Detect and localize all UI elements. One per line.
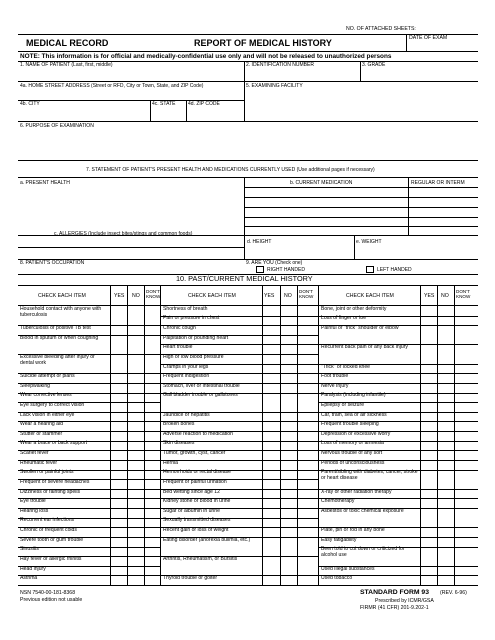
history-item: Frequent indigestion [163,373,210,380]
present-health-label: a. PRESENT HEALTH [20,180,70,186]
history-item: Used tobacco [321,575,353,582]
history-item: Hernia [163,459,179,466]
examining-facility-label: 5. EXAMINING FACILITY [246,83,303,89]
history-item: Eye trouble [20,498,46,505]
history-item: Foot trouble [321,373,349,380]
prescribed-by-label: Prescribed by ICMR/GSA [375,598,434,604]
history-item: Pain or pressure in chest [163,315,220,322]
history-item: Eye surgery to correct vision [20,402,85,408]
history-item: Nervous trouble of any sort [321,450,383,457]
current-medication-label: b. CURRENT MEDICATION [290,180,353,186]
report-title: REPORT OF MEDICAL HISTORY [194,38,332,48]
history-item: Blood in sputum or when coughing [20,334,99,341]
grade-label: 3. GRADE [362,62,386,68]
history-item: Tumor, growth, cyst, cancer [163,450,226,457]
history-item: Hay fever or allergic rhinitis [20,555,82,562]
history-item: Asthma [20,575,38,582]
history-item: Loss of memory or amnesia [321,440,384,447]
col2-dk-header: DON'T KNOW [299,289,314,300]
medical-record-label: MEDICAL RECORD [26,38,109,48]
history-item: Household contact with anyone with tuberculosis [20,305,102,318]
history-item: Heart trouble [163,344,193,351]
history-item: Frequent or painful urination [163,478,227,485]
history-item: Used illegal substances [321,565,375,572]
history-item: Broken bones [163,421,195,428]
nsn-label: NSN 7540-00-181-8368 [20,590,76,596]
state-label: 4c. STATE [152,101,176,107]
history-item: Dizziness or fainting spells [20,488,81,495]
history-item: Bed wetting since age 12 [163,488,220,495]
height-label: d. HEIGHT [247,239,272,245]
history-item: Wear a brace or back support [20,440,88,447]
confidential-note: NOTE: This information is for official and medically-confidential use only and will not be released to unauthorized persons [20,53,392,60]
history-item: Sinusitis [20,546,39,553]
revision-label: (REV. 6-96) [440,590,467,596]
history-item: Sleepwalking [20,382,51,389]
history-item: Stomach, liver or intestinal trouble [163,382,240,389]
history-item: Chronic cough [163,325,196,332]
allergies-label: c. ALLERGIES (Include insect bites/stings and common foods) [54,231,193,237]
history-item: Kidney stone or blood in urine [163,498,231,505]
history-item: Sugar or albumin in urine [163,507,220,514]
history-item: Scarlet fever [20,450,49,457]
col3-yes-header: YES [424,293,435,299]
history-item: Arthritis, Rheumatism, or Bursitis [163,555,238,562]
history-item: Nerve Injury [321,382,349,389]
col1-no-header: NO [132,293,140,299]
history-item: Parent/sibling with diabetes, cancer, stroke or heart disease [321,469,418,482]
history-item: Stutter or stammer [20,430,63,437]
col1-dk-header: DON'T KNOW [146,289,161,300]
history-item: Jaundice or hepatitis [163,411,210,418]
date-of-exam-label: DATE OF EXAM [409,35,448,41]
previous-edition-label: Previous edition not usable [20,597,83,603]
city-label: 4b. CITY [20,101,40,107]
standard-form-label: STANDARD FORM 93 [360,589,429,596]
attached-sheets-label: NO. OF ATTACHED SHEETS: [346,26,416,32]
home-address-label: 4a. HOME STREET ADDRESS (Street or RFD, City or Town, State, and ZIP Code) [20,83,204,89]
history-item: Cramps in your legs [163,363,209,370]
history-item: Paralysis (including infantile) [321,392,386,399]
occupation-label: 8. PATIENT'S OCCUPATION [20,260,85,266]
col3-dk-header: DON'T KNOW [456,289,471,300]
history-item: Frequent or severe headaches [20,478,90,485]
history-item: Thyroid trouble or goiter [163,575,218,582]
history-item: Hemorrhoids or rectal disease [163,469,231,476]
history-item: Depression or excessive worry [321,430,391,437]
history-item: Bone, joint or other deformity [321,305,387,312]
right-handed-label: RIGHT HANDED [267,267,305,273]
col2-yes-header: YES [264,293,275,299]
history-item: Rheumatic fever [20,459,58,466]
history-item: Tuberculosis or positive TB test [20,325,91,332]
col1-yes-header: YES [114,293,125,299]
history-item: Recurrent ear infections [20,517,75,524]
history-item: Chemotherapy [321,498,355,505]
history-item: Excessive bleeding after injury or dental work [20,353,95,366]
history-item: Suicide attempt or plans [20,373,75,380]
col2-check-header: CHECK EACH ITEM [188,293,236,299]
history-item: Sexually transmitted diseases [163,517,231,524]
history-item: Swollen or painful joints [20,469,74,476]
history-item: Been told to cut down or criticized for alcohol use [321,546,405,559]
are-you-label: 9. ARE YOU (Check one) [246,260,303,266]
history-item: Head injury [20,565,46,572]
zip-code-label: 4d. ZIP CODE [188,101,220,107]
history-item: Severe tooth or gum trouble [20,536,84,543]
history-item: Wear a hearing aid [20,421,63,428]
col3-check-header: CHECK EACH ITEM [346,293,394,299]
right-handed-checkbox[interactable] [256,266,264,273]
history-item: Palpitation or pounding heart [163,334,229,341]
col3-no-header: NO [441,293,449,299]
history-item: X-ray or other radiation therapy [321,488,392,495]
history-item: Plate, pin or rod in any bone [321,527,385,534]
history-title: 10. PAST/CURRENT MEDICAL HISTORY [176,274,313,283]
history-item: Frequent trouble sleeping [321,421,379,428]
col1-check-header: CHECK EACH ITEM [38,293,86,299]
firmr-label: FIRMR (41 CFR) 201-9.202-1 [360,605,429,611]
regular-or-interm-label: REGULAR OR INTERM [411,180,465,186]
history-item: Hearing loss [20,507,49,514]
history-item: Recurrent back pain or any back injury [321,344,408,351]
history-item: Gall bladder trouble or gallstones [163,392,238,399]
left-handed-checkbox[interactable] [366,266,374,273]
history-item: Lack vision in either eye [20,411,75,418]
history-item: Wear corrective lenses [20,392,72,399]
history-item: Adverse reaction to medication [163,430,233,437]
col2-no-header: NO [284,293,292,299]
history-item: Painful or "trick" shoulder or elbow [321,325,399,332]
history-item: Chronic or frequent colds [20,527,77,534]
name-of-patient-label: 1. NAME OF PATIENT (Last, first, middle) [20,62,113,68]
history-item: Recent gain or loss of weight [163,527,229,534]
history-item: "Trick" or locked knee [321,363,371,370]
weight-label: e. WEIGHT [356,239,382,245]
history-item: Asbestos or toxic chemical exposure [321,507,404,514]
history-item: Easy fatigability [321,536,357,543]
history-item: Car, train, sea or air sickness [321,411,387,418]
identification-number-label: 2. IDENTIFICATION NUMBER [246,62,314,68]
history-item: High or low blood pressure [163,353,224,360]
history-item: Periods of unconsciousness [321,459,385,466]
statement-label: 7. STATEMENT OF PATIENT'S PRESENT HEALTH AND MEDICATIONS CURRENTLY USED (Use additional pages if necessary) [86,167,375,173]
history-item: Eating disorder (anorexia bulimia, etc.) [163,536,251,543]
history-item: Skin diseases [163,440,195,447]
history-item: Epilepsy or seizure [321,402,365,408]
history-item: Shortness of breath [163,305,208,312]
purpose-of-examination-label: 6. PURPOSE OF EXAMINATION [20,123,94,129]
left-handed-label: LEFT HANDED [377,267,412,273]
history-item: Loss of finger or toe [321,315,367,322]
